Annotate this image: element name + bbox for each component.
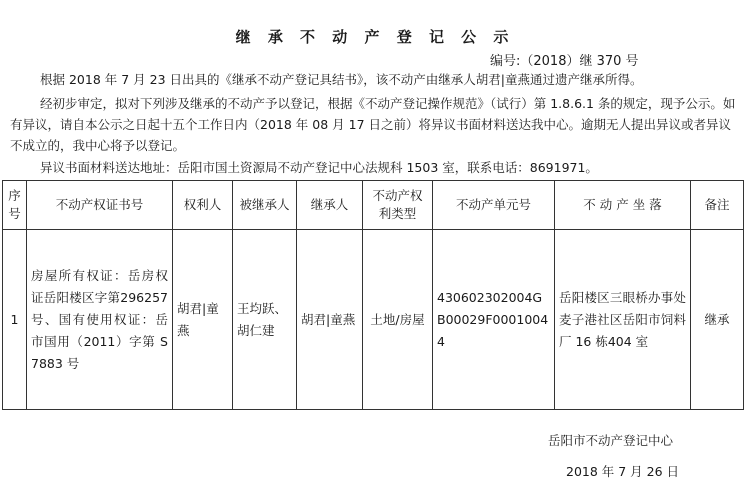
cell-inherited-from: 王均跃、胡仁建 [233, 230, 297, 410]
header-inherited-from: 被继承人 [233, 181, 297, 230]
objection-address: 异议书面材料送达地址：岳阳市国土资源局不动产登记中心法规科 1503 室，联系电话：8691971。 [40, 160, 598, 175]
cell-seq: 1 [3, 230, 27, 410]
issuing-organization: 岳阳市不动产登记中心 [548, 433, 674, 448]
table-header-row [3, 181, 744, 230]
header-remarks: 备注 [691, 181, 744, 230]
cell-heir: 胡君|童燕 [297, 230, 363, 410]
registration-table [2, 180, 744, 410]
header-location: 不 动 产 坐 落 [555, 181, 691, 230]
table-row [3, 230, 744, 410]
issue-date: 2018 年 7 月 26 日 [566, 464, 680, 479]
cell-right-type: 土地/房屋 [363, 230, 433, 410]
header-heir: 继承人 [297, 181, 363, 230]
header-seq: 序号 [3, 181, 27, 230]
cell-cert-no: 房屋所有权证：岳房权证岳阳楼区字第296257 号、国有使用权证：岳市国用（2011）字第 S7883 号 [27, 230, 173, 410]
header-right-type: 不动产权利类型 [363, 181, 433, 230]
document-title: 继 承 不 动 产 登 记 公 示 [235, 28, 515, 46]
header-cert-no: 不动产权证书号 [27, 181, 173, 230]
document-number: 编号:（2018）继 370 号 [490, 54, 639, 69]
header-unit-no: 不动产单元号 [433, 181, 555, 230]
cell-unit-no: 430602302004GB00029F00010044 [433, 230, 555, 410]
cell-owner: 胡君|童燕 [173, 230, 233, 410]
cell-location: 岳阳楼区三眼桥办事处麦子港社区岳阳市饲料厂 16 栋404 室 [555, 230, 691, 410]
cell-remarks: 继承 [691, 230, 744, 410]
intro-paragraph: 根据 2018 年 7 月 23 日出具的《继承不动产登记具结书》，该不动产由继承人胡君|童燕通过遗产继承所得。 [40, 72, 643, 87]
header-owner: 权利人 [173, 181, 233, 230]
review-paragraph: 经初步审定，拟对下列涉及继承的不动产予以登记，根据《不动产登记操作规范》（试行）第 1.8.6.1 条的规定，现予公示。如有异议，请自本公示之日起十五个工作日内（2018 年 08 月 17 日之前）将异议书面材料送达我中心。逾期无人提出异议或者异议不成立的，我中心将予以登记。 [10, 96, 736, 153]
